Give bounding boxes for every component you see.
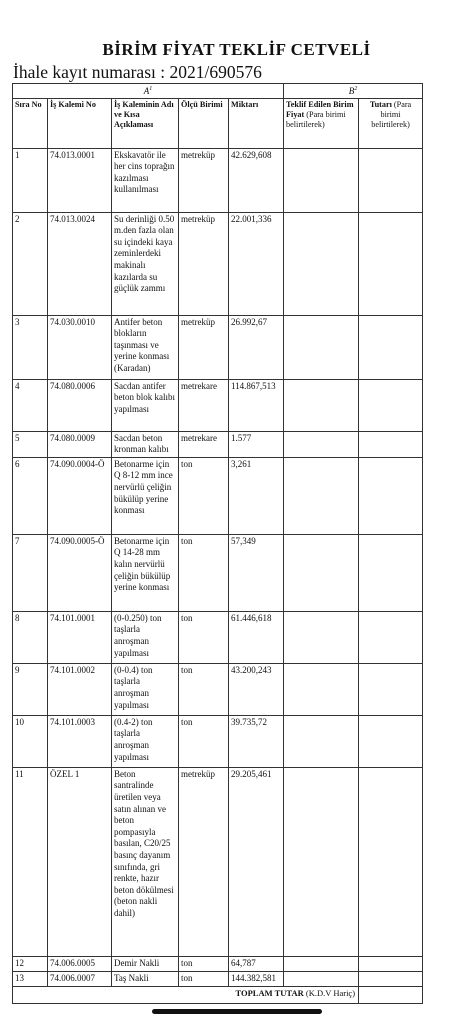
kalem-adi-cell: Demir Nakli xyxy=(112,956,179,971)
table-row xyxy=(13,767,423,956)
kalem-no-cell: 74.090.0004-Ö xyxy=(48,457,112,534)
table-row xyxy=(13,212,423,315)
sira-cell: 8 xyxy=(13,611,48,663)
group-a-label: A xyxy=(143,86,150,96)
tutar-cell[interactable] xyxy=(359,212,423,315)
total-label-bold: TOPLAM TUTAR xyxy=(235,987,304,998)
kalem-no-cell: 74.101.0001 xyxy=(48,611,112,663)
tutar-cell[interactable] xyxy=(359,767,423,956)
home-indicator[interactable] xyxy=(152,1009,322,1014)
sira-cell: 3 xyxy=(13,315,48,379)
teklif-fiyat-cell[interactable] xyxy=(284,457,359,534)
group-b-cell xyxy=(284,84,423,99)
kalem-no-cell: 74.101.0002 xyxy=(48,663,112,715)
teklif-fiyat-cell[interactable] xyxy=(284,431,359,457)
tutar-cell[interactable] xyxy=(359,534,423,611)
sira-cell: 9 xyxy=(13,663,48,715)
tutar-cell[interactable] xyxy=(359,379,423,431)
kalem-adi-cell: Antifer beton blokların taşınması ve yerine konması (Karadan) xyxy=(112,315,179,379)
sira-cell: 5 xyxy=(13,431,48,457)
miktar-cell: 57,349 xyxy=(229,534,284,611)
table-row xyxy=(13,715,423,767)
kalem-no-cell: 74.013.0001 xyxy=(48,148,112,212)
header-miktar: Miktarı xyxy=(229,98,284,148)
kalem-adi-cell: Ekskavatör ile her cins toprağın kazılması kullanılması xyxy=(112,148,179,212)
table-row xyxy=(13,611,423,663)
miktar-cell: 64,787 xyxy=(229,956,284,971)
kalem-no-cell: 74.006.0005 xyxy=(48,956,112,971)
header-kalem-no: İş Kalemi No xyxy=(48,98,112,148)
total-label-note: (K.D.V Hariç) xyxy=(303,987,356,998)
table-row xyxy=(13,379,423,431)
kalem-no-cell: 74.080.0006 xyxy=(48,379,112,431)
olcu-birimi-cell: ton xyxy=(179,971,229,986)
table-row xyxy=(13,148,423,212)
olcu-birimi-cell: metreküp xyxy=(179,767,229,956)
table-row xyxy=(13,431,423,457)
kalem-adi-cell: (0-0.4) ton taşlarla anroşman yapılması xyxy=(112,663,179,715)
tutar-cell[interactable] xyxy=(359,457,423,534)
miktar-cell: 43.200,243 xyxy=(229,663,284,715)
olcu-birimi-cell: metreküp xyxy=(179,315,229,379)
miktar-cell: 1.577 xyxy=(229,431,284,457)
miktar-cell: 61.446,618 xyxy=(229,611,284,663)
miktar-cell: 42.629,608 xyxy=(229,148,284,212)
kalem-adi-cell: (0-0.250) ton taşlarla anroşman yapılması xyxy=(112,611,179,663)
price-table xyxy=(12,83,423,1004)
tutar-cell[interactable] xyxy=(359,663,423,715)
sira-cell: 6 xyxy=(13,457,48,534)
tutar-cell[interactable] xyxy=(359,715,423,767)
tutar-cell[interactable] xyxy=(359,611,423,663)
kalem-adi-cell: Taş Nakli xyxy=(112,971,179,986)
miktar-cell: 39.735,72 xyxy=(229,715,284,767)
group-b-sup: 2 xyxy=(354,86,358,92)
miktar-cell: 114.867,513 xyxy=(229,379,284,431)
kalem-adi-cell: Beton santralinde üretilen veya satın alınan ve beton pompasıyla basılan, C20/25 basınç dayanım sınıfında, gri renkte, hazır beton dökülmesi (beton nakli dahil) xyxy=(112,767,179,956)
olcu-birimi-cell: ton xyxy=(179,956,229,971)
table-row xyxy=(13,534,423,611)
olcu-birimi-cell: ton xyxy=(179,715,229,767)
header-teklif: Teklif Edilen Birim Fiyat (Para birimi belirtilerek) xyxy=(284,98,359,148)
header-olcu: Ölçü Birimi xyxy=(179,98,229,148)
kalem-no-cell: 74.101.0003 xyxy=(48,715,112,767)
table-row xyxy=(13,457,423,534)
header-kalem-adi: İş Kaleminin Adı ve Kısa Açıklaması xyxy=(112,98,179,148)
table-row xyxy=(13,663,423,715)
olcu-birimi-cell: metrekare xyxy=(179,379,229,431)
sira-cell: 12 xyxy=(13,956,48,971)
teklif-fiyat-cell[interactable] xyxy=(284,611,359,663)
header-sira: Sıra No xyxy=(13,98,48,148)
tutar-cell[interactable] xyxy=(359,148,423,212)
kalem-adi-cell: Su derinliği 0.50 m.den fazla olan su içindeki kaya zeminlerdeki makinalı kazılarda su güçlük zammı xyxy=(112,212,179,315)
tutar-cell[interactable] xyxy=(359,315,423,379)
olcu-birimi-cell: metrekare xyxy=(179,431,229,457)
kalem-adi-cell: (0.4-2) ton taşlarla anroşman yapılması xyxy=(112,715,179,767)
header-tutar: Tutarı (Para birimi belirtilerek) xyxy=(359,98,423,148)
kalem-adi-cell: Sacdan antifer beton blok kalıbı yapılması xyxy=(112,379,179,431)
teklif-fiyat-cell[interactable] xyxy=(284,663,359,715)
miktar-cell: 26.992,67 xyxy=(229,315,284,379)
group-a-sup: 1 xyxy=(149,86,153,92)
miktar-cell: 3,261 xyxy=(229,457,284,534)
kalem-no-cell: 74.006.0007 xyxy=(48,971,112,986)
teklif-fiyat-cell[interactable] xyxy=(284,315,359,379)
miktar-cell: 144.382,581 xyxy=(229,971,284,986)
olcu-birimi-cell: metreküp xyxy=(179,148,229,212)
sira-cell: 13 xyxy=(13,971,48,986)
teklif-fiyat-cell[interactable] xyxy=(284,956,359,971)
total-row xyxy=(13,986,423,1003)
teklif-fiyat-cell[interactable] xyxy=(284,534,359,611)
kalem-no-cell: 74.090.0005-Ö xyxy=(48,534,112,611)
olcu-birimi-cell: metreküp xyxy=(179,212,229,315)
table-row xyxy=(13,315,423,379)
olcu-birimi-cell: ton xyxy=(179,611,229,663)
total-label xyxy=(13,986,359,1003)
sira-cell: 7 xyxy=(13,534,48,611)
kalem-no-cell: ÖZEL 1 xyxy=(48,767,112,956)
table-row xyxy=(13,956,423,971)
sira-cell: 1 xyxy=(13,148,48,212)
group-row xyxy=(13,84,423,99)
sira-cell: 10 xyxy=(13,715,48,767)
kalem-no-cell: 74.030.0010 xyxy=(48,315,112,379)
teklif-fiyat-cell[interactable] xyxy=(284,715,359,767)
header-row xyxy=(13,98,423,148)
sira-cell: 11 xyxy=(13,767,48,956)
teklif-fiyat-cell[interactable] xyxy=(284,767,359,956)
sira-cell: 2 xyxy=(13,212,48,315)
kalem-adi-cell: Betonarme için Q 14-28 mm kalın nervürlü çeliğin bükülüp yerine konması xyxy=(112,534,179,611)
kalem-no-cell: 74.080.0009 xyxy=(48,431,112,457)
olcu-birimi-cell: ton xyxy=(179,457,229,534)
teklif-fiyat-cell[interactable] xyxy=(284,212,359,315)
table-row xyxy=(13,971,423,986)
group-a-cell xyxy=(13,84,284,99)
olcu-birimi-cell: ton xyxy=(179,534,229,611)
kalem-no-cell: 74.013.0024 xyxy=(48,212,112,315)
page-title: BİRİM FİYAT TEKLİF CETVELİ xyxy=(102,40,371,59)
group-b-label: B xyxy=(348,86,355,96)
tutar-cell[interactable] xyxy=(359,971,423,986)
teklif-fiyat-cell[interactable] xyxy=(284,971,359,986)
teklif-fiyat-cell[interactable] xyxy=(284,379,359,431)
sira-cell: 4 xyxy=(13,379,48,431)
miktar-cell: 29.205,461 xyxy=(229,767,284,956)
kalem-adi-cell: Sacdan beton kronman kalıbı xyxy=(112,431,179,457)
miktar-cell: 22.001,336 xyxy=(229,212,284,315)
total-value-cell[interactable] xyxy=(359,986,423,1003)
teklif-fiyat-cell[interactable] xyxy=(284,148,359,212)
tutar-cell[interactable] xyxy=(359,956,423,971)
ihale-number: İhale kayıt numarası : 2021/690576 xyxy=(13,62,262,82)
tutar-cell[interactable] xyxy=(359,431,423,457)
olcu-birimi-cell: ton xyxy=(179,663,229,715)
kalem-adi-cell: Betonarme için Q 8-12 mm ince nervürlü çeliğin bükülüp yerine konması xyxy=(112,457,179,534)
